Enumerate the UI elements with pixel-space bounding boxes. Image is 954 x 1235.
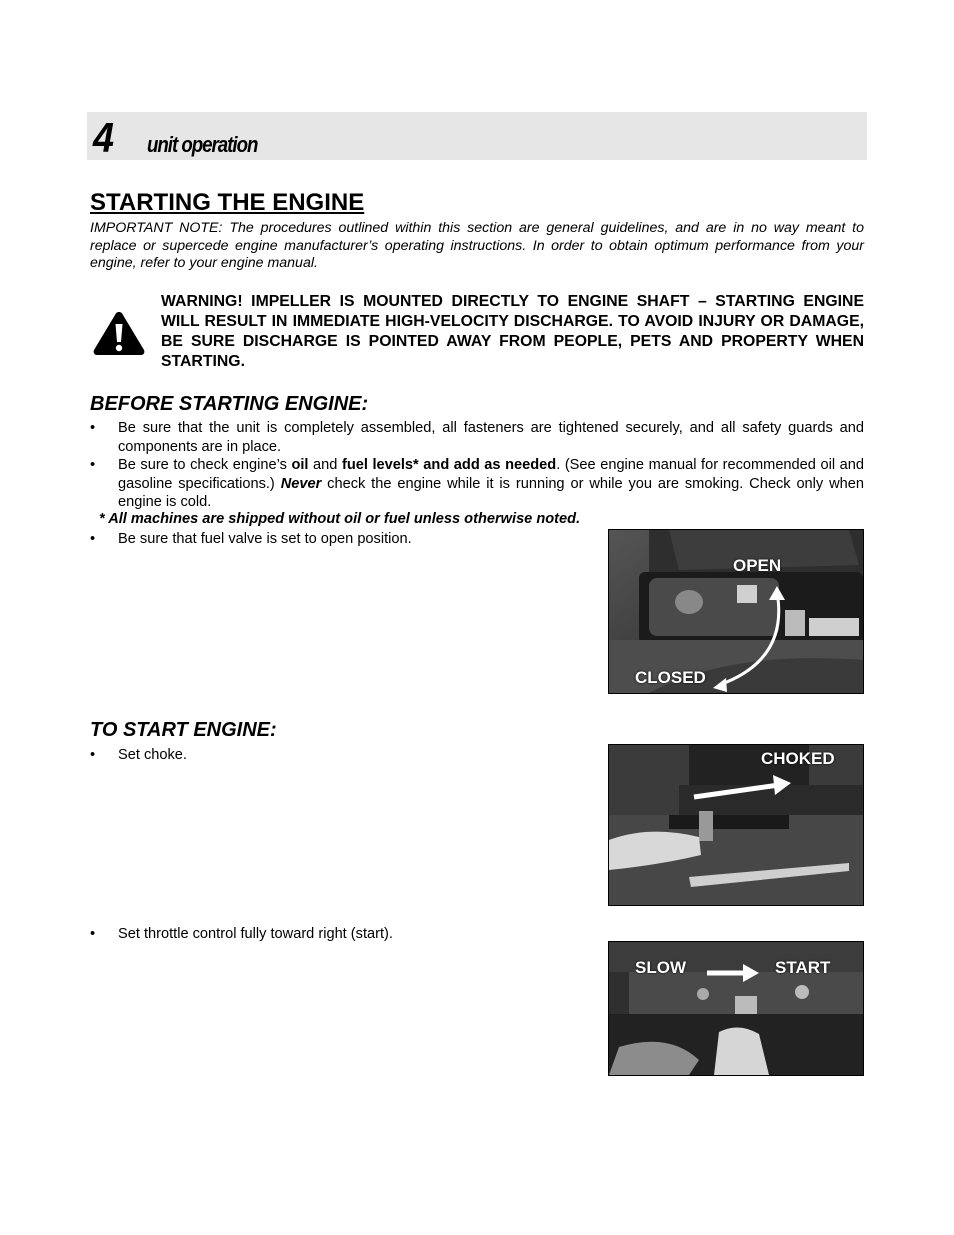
bullet-bold-oil: oil [291, 457, 309, 473]
before-starting-heading: BEFORE STARTING ENGINE: [90, 393, 369, 415]
section-title: STARTING THE ENGINE [90, 189, 365, 216]
bullet-bold-fuel: fuel levels* and add as needed [341, 457, 557, 473]
chapter-header [87, 112, 867, 160]
bullet-marker: • [90, 747, 96, 763]
label-open: OPEN [733, 556, 782, 575]
footnote: * All machines are shipped without oil or fuel unless otherwise noted. [99, 511, 581, 527]
bullet-marker: • [90, 420, 96, 436]
bullet-text: . (See engine manual for recommended oil and gasoline specifications.) [118, 457, 864, 492]
bullet-marker: • [90, 457, 96, 473]
bullet-text: Be sure that fuel valve is set to open position. [118, 531, 412, 547]
bullet-marker: • [90, 531, 96, 547]
bullet-text: Be sure that the unit is completely assembled, all fasteners are tightened securely, and all safety guards and components are in place. [118, 420, 864, 455]
list-item [90, 419, 864, 456]
warning-triangle-icon [92, 310, 146, 356]
bullet-text: Be sure to check engine’s [118, 457, 292, 473]
before-starting-list [90, 419, 864, 512]
choke-photo [608, 744, 864, 906]
bullet-text: and [308, 457, 342, 473]
list-item [90, 456, 864, 512]
bullet-text: Set choke. [118, 747, 187, 763]
bullet-never: Never [280, 475, 322, 492]
chapter-title: unit operation [147, 132, 258, 157]
label-start: START [775, 958, 831, 977]
list-item [90, 746, 187, 764]
label-closed: CLOSED [635, 668, 706, 687]
label-choked: CHOKED [761, 749, 835, 768]
important-note: IMPORTANT NOTE: The procedures outlined within this section are general guidelines, and are in no way meant to replace or supercede engine manufacturer’s operating instructions. In order to obtain optimum performance from your engine, refer to your engine manual. [90, 220, 864, 271]
label-slow: SLOW [635, 958, 686, 977]
bullet-text: Set throttle control fully toward right (start). [118, 926, 393, 942]
warning-text: WARNING! IMPELLER IS MOUNTED DIRECTLY TO ENGINE SHAFT – STARTING ENGINE WILL RESULT IN IMMEDIATE HIGH-VELOCITY DISCHARGE. TO AVOID INJURY OR DAMAGE, BE SURE DISCHARGE IS POINTED AWAY FROM PEOPLE, PETS AND PROPERTY WHEN STARTING. [161, 293, 864, 370]
list-item [90, 530, 412, 548]
bullet-text: check the engine while it is running or while you are smoking. Check only when engine is cold. [118, 475, 865, 510]
throttle-photo [608, 941, 864, 1076]
list-item [90, 925, 393, 943]
bullet-marker: • [90, 926, 96, 942]
to-start-heading: TO START ENGINE: [90, 719, 277, 741]
fuel-valve-photo [608, 529, 864, 694]
chapter-number: 4 [93, 114, 113, 161]
